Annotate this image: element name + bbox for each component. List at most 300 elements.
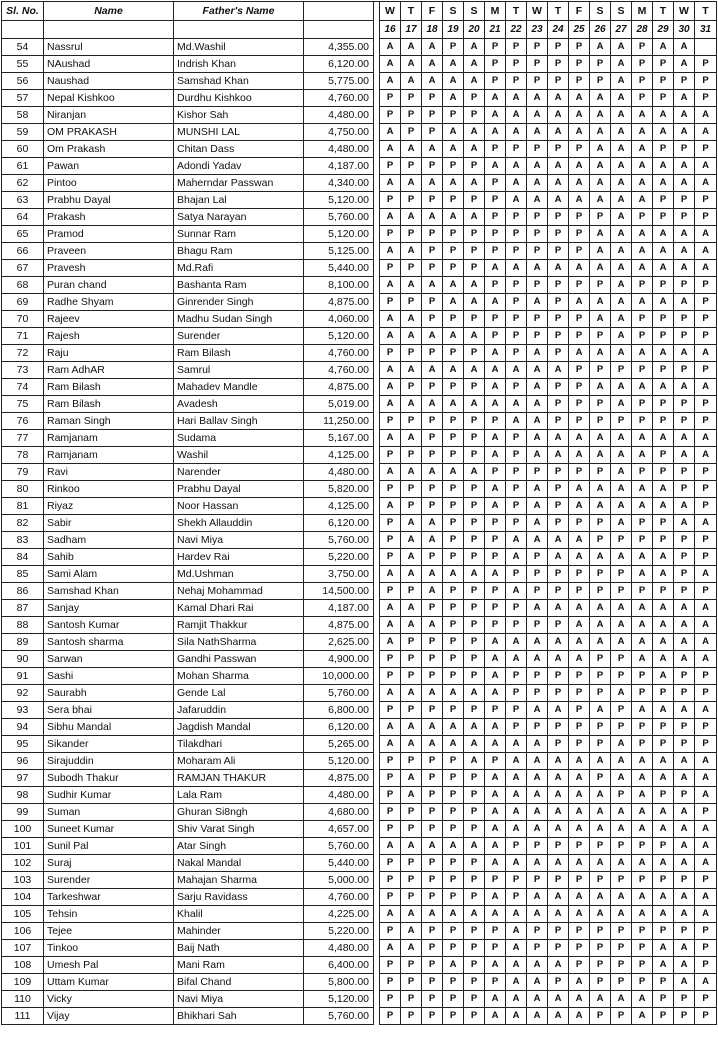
serial-number: 88 <box>2 617 44 634</box>
amount: 5,120.00 <box>304 991 374 1008</box>
attendance-mark: A <box>527 260 548 277</box>
attendance-mark: A <box>653 243 674 260</box>
attendance-mark: P <box>401 991 422 1008</box>
attendance-mark: P <box>695 804 717 821</box>
attendance-mark: A <box>590 617 611 634</box>
attendance-mark: P <box>632 957 653 974</box>
attendance-mark: A <box>527 753 548 770</box>
attendance-mark: A <box>527 600 548 617</box>
attendance-mark: P <box>569 566 590 583</box>
attendance-mark: A <box>401 515 422 532</box>
attendance-mark: P <box>380 158 401 175</box>
worker-name: OM PRAKASH <box>44 124 174 141</box>
attendance-mark: A <box>443 328 464 345</box>
attendance-mark: P <box>443 39 464 56</box>
father-name: Ginrender Singh <box>174 294 304 311</box>
attendance-mark: P <box>548 566 569 583</box>
attendance-mark: A <box>632 651 653 668</box>
attendance-mark: P <box>548 311 569 328</box>
worker-name: Sarwan <box>44 651 174 668</box>
attendance-mark: A <box>380 277 401 294</box>
attendance-mark: A <box>506 787 527 804</box>
attendance-mark: P <box>506 464 527 481</box>
attendance-mark: P <box>674 787 695 804</box>
attendance-mark: P <box>632 838 653 855</box>
attendance-mark: A <box>611 328 632 345</box>
attendance-mark: A <box>611 821 632 838</box>
attendance-mark: A <box>401 430 422 447</box>
day-number: 20 <box>464 21 485 39</box>
attendance-mark: P <box>695 141 717 158</box>
attendance-mark: A <box>569 617 590 634</box>
table-row <box>2 940 717 957</box>
father-name: Samshad Khan <box>174 73 304 90</box>
attendance-mark: P <box>632 362 653 379</box>
attendance-mark: A <box>380 566 401 583</box>
attendance-mark: P <box>590 566 611 583</box>
attendance-mark: P <box>695 209 717 226</box>
attendance-mark: A <box>632 906 653 923</box>
attendance-mark: A <box>527 294 548 311</box>
attendance-mark: P <box>506 277 527 294</box>
attendance-mark: P <box>464 821 485 838</box>
attendance-mark: A <box>611 617 632 634</box>
attendance-mark: A <box>569 855 590 872</box>
worker-name: Praveen <box>44 243 174 260</box>
attendance-mark: A <box>548 651 569 668</box>
table-row <box>2 396 717 413</box>
worker-name: Rinkoo <box>44 481 174 498</box>
day-letter: M <box>632 2 653 21</box>
attendance-mark: P <box>380 651 401 668</box>
father-name: Navi Miya <box>174 991 304 1008</box>
attendance-mark: P <box>464 345 485 362</box>
attendance-mark: A <box>632 226 653 243</box>
attendance-mark: P <box>422 498 443 515</box>
attendance-mark: P <box>485 923 506 940</box>
attendance-mark: P <box>401 804 422 821</box>
attendance-mark: P <box>380 1008 401 1025</box>
serial-number: 79 <box>2 464 44 481</box>
worker-name: Vijay <box>44 1008 174 1025</box>
attendance-mark: P <box>569 379 590 396</box>
worker-name: Santosh sharma <box>44 634 174 651</box>
table-row <box>2 889 717 906</box>
attendance-mark: P <box>422 872 443 889</box>
attendance-mark: A <box>527 447 548 464</box>
attendance-mark: P <box>443 668 464 685</box>
table-row <box>2 158 717 175</box>
amount: 5,760.00 <box>304 838 374 855</box>
attendance-mark: A <box>611 73 632 90</box>
attendance-mark: A <box>506 1008 527 1025</box>
attendance-mark: P <box>527 583 548 600</box>
attendance-mark: P <box>527 277 548 294</box>
attendance-mark: A <box>443 464 464 481</box>
attendance-mark: P <box>401 702 422 719</box>
father-name: Bhajan Lal <box>174 192 304 209</box>
table-row <box>2 685 717 702</box>
attendance-mark: P <box>569 702 590 719</box>
attendance-mark: A <box>611 379 632 396</box>
table-row <box>2 991 717 1008</box>
worker-name: Tinkoo <box>44 940 174 957</box>
attendance-mark: P <box>422 702 443 719</box>
attendance-mark: A <box>695 243 717 260</box>
attendance-mark: P <box>632 39 653 56</box>
attendance-mark: P <box>485 940 506 957</box>
table-row <box>2 481 717 498</box>
attendance-mark: P <box>506 668 527 685</box>
attendance-mark: P <box>464 634 485 651</box>
attendance-mark: P <box>422 379 443 396</box>
attendance-mark: P <box>422 753 443 770</box>
attendance-mark: P <box>380 974 401 991</box>
attendance-mark: A <box>632 600 653 617</box>
attendance-mark: A <box>506 124 527 141</box>
attendance-mark: A <box>590 889 611 906</box>
attendance-mark: A <box>527 124 548 141</box>
father-name: Bhagu Ram <box>174 243 304 260</box>
father-name: Surender <box>174 328 304 345</box>
attendance-mark: P <box>527 549 548 566</box>
attendance-mark: A <box>422 736 443 753</box>
attendance-mark: P <box>590 515 611 532</box>
attendance-mark: P <box>380 549 401 566</box>
attendance-mark: P <box>422 855 443 872</box>
attendance-mark: A <box>401 396 422 413</box>
attendance-mark: P <box>590 651 611 668</box>
worker-name: Prabhu Dayal <box>44 192 174 209</box>
attendance-mark: P <box>632 583 653 600</box>
attendance-mark: A <box>401 532 422 549</box>
attendance-mark: A <box>506 583 527 600</box>
attendance-mark: A <box>380 175 401 192</box>
attendance-mark: P <box>485 753 506 770</box>
attendance-mark: P <box>569 413 590 430</box>
attendance-mark: P <box>569 141 590 158</box>
attendance-mark: A <box>695 379 717 396</box>
attendance-mark: P <box>527 464 548 481</box>
attendance-mark: A <box>653 600 674 617</box>
day-letter: T <box>401 2 422 21</box>
attendance-mark: P <box>548 464 569 481</box>
attendance-mark: A <box>506 770 527 787</box>
attendance-mark: P <box>464 107 485 124</box>
attendance-mark: A <box>569 498 590 515</box>
attendance-mark: A <box>632 141 653 158</box>
attendance-mark: P <box>695 991 717 1008</box>
attendance-mark: P <box>464 617 485 634</box>
attendance-mark: P <box>443 702 464 719</box>
attendance-mark: P <box>506 600 527 617</box>
attendance-mark: A <box>443 124 464 141</box>
attendance-mark: P <box>422 158 443 175</box>
attendance-mark: A <box>695 430 717 447</box>
attendance-mark: A <box>674 345 695 362</box>
attendance-mark: P <box>674 328 695 345</box>
attendance-mark: P <box>464 974 485 991</box>
attendance-mark: A <box>464 141 485 158</box>
serial-number: 69 <box>2 294 44 311</box>
attendance-mark: P <box>653 413 674 430</box>
attendance-mark: A <box>485 889 506 906</box>
attendance-mark: A <box>464 56 485 73</box>
attendance-mark: P <box>485 226 506 243</box>
father-name: Md.Washil <box>174 39 304 56</box>
day-letter: T <box>695 2 717 21</box>
table-row <box>2 464 717 481</box>
attendance-mark: A <box>632 379 653 396</box>
worker-name: Ramjanam <box>44 430 174 447</box>
attendance-mark: A <box>632 634 653 651</box>
attendance-mark: A <box>548 192 569 209</box>
attendance-mark: P <box>443 532 464 549</box>
attendance-mark: A <box>590 311 611 328</box>
attendance-mark: P <box>443 787 464 804</box>
attendance-mark: P <box>380 821 401 838</box>
attendance-mark: A <box>590 430 611 447</box>
attendance-mark: A <box>548 447 569 464</box>
amount: 5,760.00 <box>304 685 374 702</box>
attendance-mark: P <box>443 498 464 515</box>
amount: 5,019.00 <box>304 396 374 413</box>
worker-name: Ram Bilash <box>44 396 174 413</box>
father-name: Ramjit Thakkur <box>174 617 304 634</box>
attendance-mark: P <box>548 141 569 158</box>
attendance-mark: P <box>485 872 506 889</box>
attendance-mark: P <box>590 957 611 974</box>
attendance-mark: P <box>506 141 527 158</box>
worker-name: Suraj <box>44 855 174 872</box>
attendance-mark: P <box>422 804 443 821</box>
attendance-mark: P <box>674 464 695 481</box>
attendance-mark: P <box>443 447 464 464</box>
father-name: Bifal Chand <box>174 974 304 991</box>
attendance-mark: P <box>464 770 485 787</box>
worker-name: Samshad Khan <box>44 583 174 600</box>
attendance-mark: P <box>590 56 611 73</box>
attendance-mark: A <box>674 889 695 906</box>
attendance-mark: A <box>653 549 674 566</box>
amount: 5,167.00 <box>304 430 374 447</box>
attendance-mark: P <box>569 736 590 753</box>
attendance-mark: A <box>422 617 443 634</box>
attendance-mark: P <box>464 855 485 872</box>
attendance-mark: P <box>464 668 485 685</box>
serial-number: 105 <box>2 906 44 923</box>
attendance-mark: P <box>611 923 632 940</box>
attendance-mark: A <box>401 277 422 294</box>
attendance-mark: A <box>380 379 401 396</box>
attendance-mark: P <box>443 379 464 396</box>
table-row <box>2 753 717 770</box>
attendance-mark: P <box>443 192 464 209</box>
attendance-mark: A <box>548 260 569 277</box>
attendance-mark: A <box>380 141 401 158</box>
attendance-mark: A <box>695 906 717 923</box>
attendance-mark: A <box>485 685 506 702</box>
attendance-mark: A <box>485 447 506 464</box>
attendance-mark: A <box>632 617 653 634</box>
attendance-mark: A <box>485 124 506 141</box>
attendance-mark: A <box>695 175 717 192</box>
attendance-mark: P <box>674 719 695 736</box>
attendance-mark: A <box>527 957 548 974</box>
attendance-mark: A <box>590 549 611 566</box>
attendance-mark: P <box>569 328 590 345</box>
worker-name: Sudhir Kumar <box>44 787 174 804</box>
attendance-mark: P <box>485 549 506 566</box>
father-name: Durdhu Kishkoo <box>174 90 304 107</box>
attendance-mark: A <box>527 192 548 209</box>
attendance-mark: A <box>464 838 485 855</box>
attendance-mark: A <box>464 736 485 753</box>
attendance-mark: A <box>527 889 548 906</box>
attendance-mark: A <box>464 362 485 379</box>
attendance-mark: A <box>653 957 674 974</box>
attendance-mark: P <box>632 923 653 940</box>
attendance-mark: A <box>485 345 506 362</box>
attendance-mark: P <box>527 226 548 243</box>
day-number: 19 <box>443 21 464 39</box>
attendance-mark: P <box>548 617 569 634</box>
attendance-mark: P <box>569 872 590 889</box>
attendance-mark: P <box>611 583 632 600</box>
amount: 4,480.00 <box>304 141 374 158</box>
table-row <box>2 430 717 447</box>
attendance-mark: A <box>611 277 632 294</box>
attendance-mark: A <box>527 787 548 804</box>
attendance-mark: P <box>569 226 590 243</box>
worker-name: Sabir <box>44 515 174 532</box>
amount: 5,820.00 <box>304 481 374 498</box>
attendance-mark: P <box>674 923 695 940</box>
attendance-mark: A <box>548 124 569 141</box>
attendance-mark: A <box>674 974 695 991</box>
attendance-mark: P <box>569 56 590 73</box>
attendance-mark: P <box>401 158 422 175</box>
serial-number: 54 <box>2 39 44 56</box>
attendance-mark: A <box>611 498 632 515</box>
attendance-mark: A <box>611 56 632 73</box>
attendance-mark: A <box>632 821 653 838</box>
table-row <box>2 787 717 804</box>
attendance-mark: A <box>548 549 569 566</box>
serial-number: 106 <box>2 923 44 940</box>
worker-name: Ravi <box>44 464 174 481</box>
attendance-mark: A <box>443 906 464 923</box>
attendance-mark: A <box>443 362 464 379</box>
serial-number: 104 <box>2 889 44 906</box>
attendance-mark: P <box>653 328 674 345</box>
attendance-mark: P <box>611 838 632 855</box>
worker-name: Sanjay <box>44 600 174 617</box>
amount: 5,120.00 <box>304 192 374 209</box>
attendance-mark: A <box>464 464 485 481</box>
attendance-mark: P <box>485 974 506 991</box>
attendance-mark: P <box>485 209 506 226</box>
father-name: Narender <box>174 464 304 481</box>
attendance-mark: A <box>611 481 632 498</box>
attendance-mark: P <box>422 192 443 209</box>
attendance-mark: A <box>401 685 422 702</box>
attendance-mark: A <box>674 260 695 277</box>
attendance-mark: A <box>506 175 527 192</box>
attendance-mark: P <box>548 923 569 940</box>
attendance-mark: A <box>653 889 674 906</box>
serial-number: 102 <box>2 855 44 872</box>
serial-number: 82 <box>2 515 44 532</box>
attendance-mark: A <box>527 396 548 413</box>
attendance-mark: P <box>674 481 695 498</box>
attendance-mark: A <box>674 379 695 396</box>
attendance-mark: P <box>527 243 548 260</box>
attendance-mark: A <box>611 600 632 617</box>
serial-number: 62 <box>2 175 44 192</box>
day-number: 22 <box>506 21 527 39</box>
attendance-mark: P <box>590 464 611 481</box>
father-name: Moharam Ali <box>174 753 304 770</box>
table-row <box>2 73 717 90</box>
attendance-mark: P <box>380 481 401 498</box>
worker-name: Pintoo <box>44 175 174 192</box>
attendance-mark: P <box>464 481 485 498</box>
attendance-mark: A <box>632 498 653 515</box>
attendance-mark: A <box>653 821 674 838</box>
worker-name: Tejee <box>44 923 174 940</box>
attendance-mark: P <box>632 736 653 753</box>
attendance-mark: P <box>527 838 548 855</box>
attendance-mark: A <box>569 549 590 566</box>
attendance-mark: A <box>632 889 653 906</box>
father-name: Lala Ram <box>174 787 304 804</box>
serial-number: 83 <box>2 532 44 549</box>
attendance-mark: A <box>548 855 569 872</box>
attendance-mark: A <box>527 821 548 838</box>
attendance-mark: P <box>653 192 674 209</box>
attendance-mark: P <box>401 447 422 464</box>
table-row <box>2 362 717 379</box>
day-letter: W <box>527 2 548 21</box>
attendance-mark: P <box>695 872 717 889</box>
attendance-mark: P <box>590 583 611 600</box>
attendance-mark: P <box>548 413 569 430</box>
father-name: Shekh Allauddin <box>174 515 304 532</box>
attendance-mark: P <box>380 872 401 889</box>
father-name: Kishor Sah <box>174 107 304 124</box>
father-name: Jagdish Mandal <box>174 719 304 736</box>
attendance-mark: P <box>653 1008 674 1025</box>
attendance-mark: P <box>653 141 674 158</box>
attendance-mark: P <box>380 583 401 600</box>
table-row <box>2 532 717 549</box>
attendance-mark: A <box>632 702 653 719</box>
attendance-mark: P <box>443 651 464 668</box>
attendance-mark: A <box>569 430 590 447</box>
attendance-mark: A <box>611 175 632 192</box>
attendance-mark: P <box>590 73 611 90</box>
attendance-mark: P <box>401 872 422 889</box>
attendance-mark: A <box>443 719 464 736</box>
attendance-mark: P <box>611 872 632 889</box>
attendance-mark: A <box>485 379 506 396</box>
attendance-mark: P <box>695 957 717 974</box>
attendance-mark: P <box>485 328 506 345</box>
amount: 5,775.00 <box>304 73 374 90</box>
table-row <box>2 600 717 617</box>
worker-name: Rajesh <box>44 328 174 345</box>
